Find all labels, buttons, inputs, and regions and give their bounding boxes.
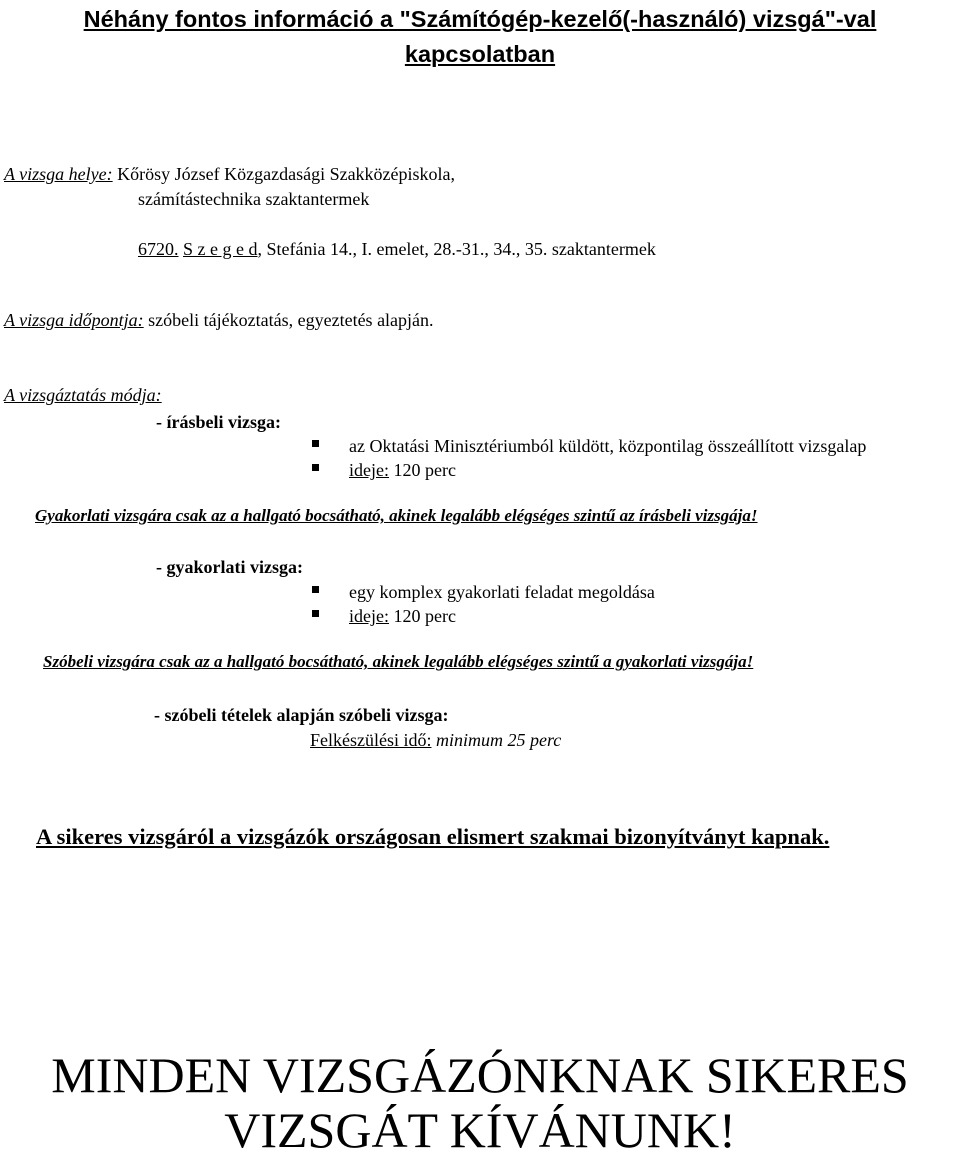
bullet-square-icon bbox=[312, 586, 319, 593]
oral-prep-label: Felkészülési idő: bbox=[310, 730, 432, 750]
closing-wish-line-1: MINDEN VIZSGÁZÓNKNAK SIKERES bbox=[51, 1047, 909, 1103]
location-line bbox=[4, 162, 455, 186]
oral-prep-value: minimum 25 perc bbox=[431, 730, 562, 750]
closing-wish bbox=[0, 1048, 960, 1158]
practical-duration-label: ideje: bbox=[349, 606, 389, 626]
location-postcode: 6720. bbox=[138, 239, 179, 259]
bullet-square-icon bbox=[312, 610, 319, 617]
oral-prep bbox=[310, 728, 561, 752]
practical-item: egy komplex gyakorlati feladat megoldása bbox=[349, 582, 655, 602]
location-city: S z e g e d bbox=[183, 239, 258, 259]
location-address-rest: , Stefánia 14., I. emelet, 28.-31., 34., 35. szaktantermek bbox=[257, 239, 656, 259]
certificate-statement: A sikeres vizsgáról a vizsgázók országosan elismert szakmai bizonyítványt kapnak. bbox=[36, 824, 830, 849]
title-line-2: kapcsolatban bbox=[404, 41, 556, 67]
location-label: A vizsga helye: bbox=[4, 164, 113, 184]
title-line-1: Néhány fontos információ a "Számítógép-kezelő(-használó) vizsgá"-val bbox=[83, 6, 877, 32]
exam-time-value: szóbeli tájékoztatás, egyeztetés alapján. bbox=[148, 310, 434, 330]
exam-time bbox=[4, 308, 434, 332]
oral-note: Szóbeli vizsgára csak az a hallgató bocsátható, akinek legalább elégséges szintű a gyakorlati vizsgája! bbox=[43, 652, 754, 671]
exam-time-label: A vizsga időpontja: bbox=[4, 310, 144, 330]
practical-duration-value: 120 perc bbox=[388, 606, 456, 626]
written-heading: - írásbeli vizsga: bbox=[156, 412, 281, 432]
closing-wish-line-2: VIZSGÁT KÍVÁNUNK! bbox=[224, 1102, 736, 1158]
practical-heading: - gyakorlati vizsga: bbox=[156, 557, 303, 577]
practical-duration bbox=[349, 604, 456, 628]
oral-heading: - szóbeli tételek alapján szóbeli vizsga: bbox=[154, 705, 449, 725]
method-label: A vizsgáztatás módja: bbox=[4, 385, 162, 405]
location-school: Kőrösy József Közgazdasági Szakközépiskola, bbox=[117, 164, 456, 184]
bullet-square-icon bbox=[312, 464, 319, 471]
written-item: az Oktatási Minisztériumból küldött, központilag összeállított vizsgalap bbox=[349, 436, 867, 456]
practical-note: Gyakorlati vizsgára csak az a hallgató bocsátható, akinek legalább elégséges szintű az írásbeli vizsgája! bbox=[35, 506, 758, 525]
location-rooms: számítástechnika szaktantermek bbox=[138, 189, 370, 209]
location-address bbox=[138, 237, 656, 261]
bullet-square-icon bbox=[312, 440, 319, 447]
written-duration bbox=[349, 458, 456, 482]
written-duration-value: 120 perc bbox=[388, 460, 456, 480]
page-title bbox=[0, 2, 960, 72]
written-duration-label: ideje: bbox=[349, 460, 389, 480]
